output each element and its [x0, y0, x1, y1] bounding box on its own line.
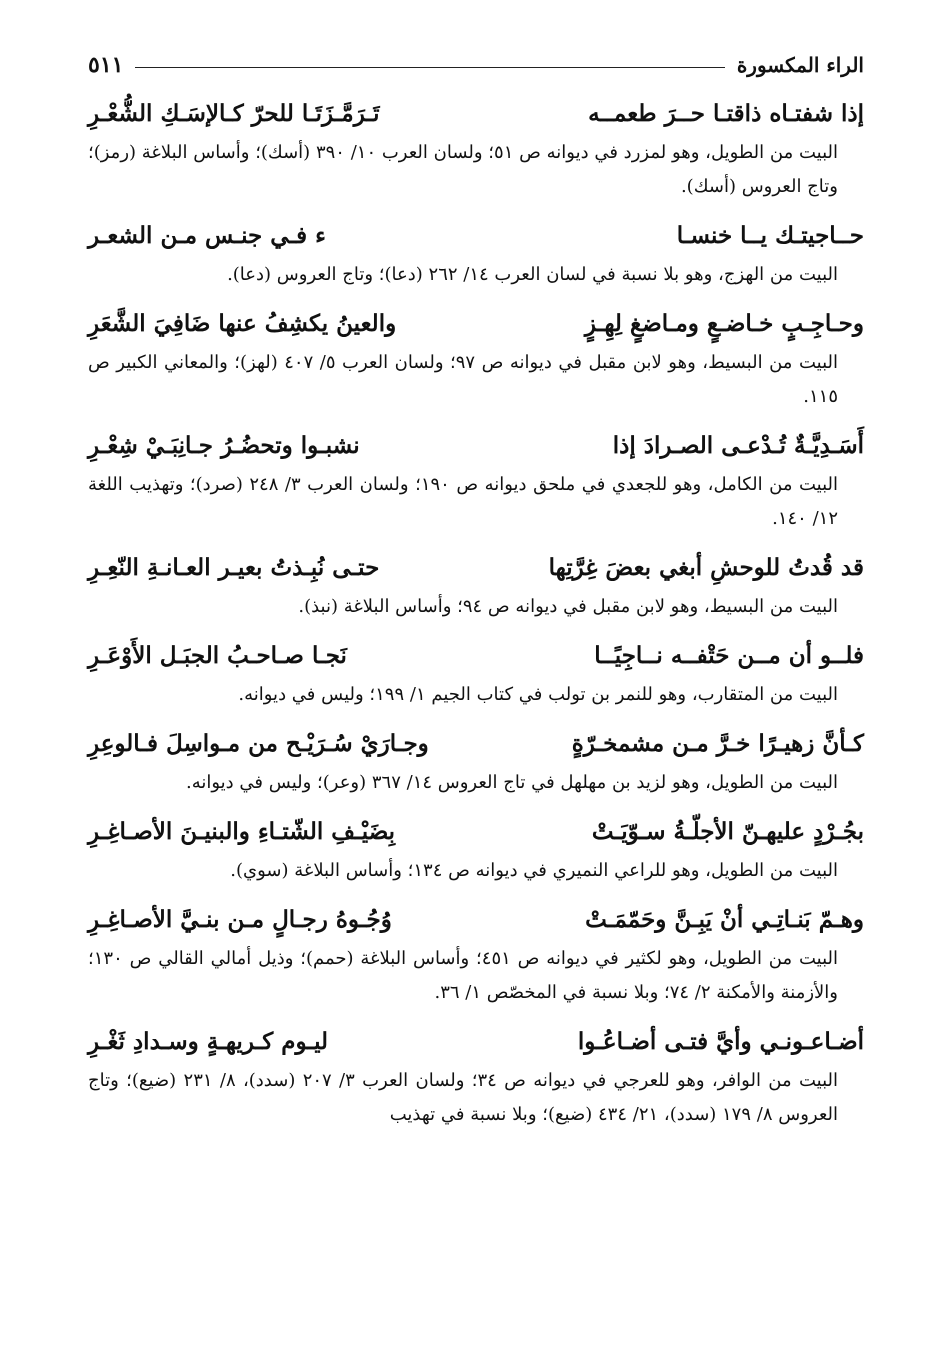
running-head [88, 48, 864, 82]
page-number: ٥١١ [88, 52, 124, 78]
verse-line [88, 424, 864, 468]
verse-entry [88, 214, 864, 292]
verse-entry [88, 722, 864, 800]
source-note: البيت من البسيط، وهو لابن مقبل في ديوانه ص ٩٤؛ وأساس البلاغة (نبذ). [298, 596, 838, 617]
verse-entry [88, 92, 864, 204]
verse-line [88, 810, 864, 854]
second-hemistich: وُجُـوهُ رجـالٍ مـن بنـيَّ الأصـاغِـرِ [88, 906, 392, 933]
first-hemistich: قد قُدتُ للوحشِ أبغي بعضَ غِرَّتِها [548, 554, 864, 581]
source-note: البيت من الوافر، وهو للعرجي في ديوانه ص ٣٤؛ ولسان العرب ٣/ ٢٠٧ (سدد)، ٨/ ٢٣١ (ضيع)؛ وتاج العروس ٨/ ١٧٩ (سدد)، ٢١/ ٤٣٤ (ضيع)؛ وبلا نسبة في تهذيب [88, 1070, 838, 1125]
header-rule [135, 67, 724, 68]
verse-entry [88, 898, 864, 1010]
source-note: البيت من البسيط، وهو لابن مقبل في ديوانه ص ٩٧؛ ولسان العرب ٥/ ٤٠٧ (لهز)؛ والمعاني الكبير ص ١١٥. [88, 352, 838, 407]
verse-entry [88, 1020, 864, 1132]
verse-entry [88, 810, 864, 888]
second-hemistich: تَـرَمَّـزَتَـا للحرّ كـالإسَـكِ الشُّعْـرِ [88, 100, 380, 127]
second-hemistich: حتـى نُبِـذتُ بعيـر العـانـةِ النّعِـرِ [88, 554, 380, 581]
verse-line [88, 214, 864, 258]
verse-entry [88, 546, 864, 624]
second-hemistich: وجـارَيْ سُـرَيْـح من مـواسِلَ فـالوعِرِ [88, 730, 429, 757]
first-hemistich: إذا شفتـاه ذاقتـا حــرَ طعمــه [588, 100, 864, 127]
first-hemistich: أضـاعـونـي وأيَّ فتـى أضـاعُـوا [577, 1028, 864, 1055]
first-hemistich: كـأنَّ زهيـرًا خـرَّ مـن مشمخـرّةٍ [571, 730, 864, 757]
source-note: البيت من الهزج، وهو بلا نسبة في لسان العرب ١٤/ ٢٦٢ (دعا)؛ وتاج العروس (دعا). [227, 264, 838, 285]
source-note: البيت من الطويل، وهو لكثير في ديوانه ص ٤٥١؛ وأساس البلاغة (حمم)؛ وذيل أمالي القالي ص ١٣٠؛ والأزمنة والأمكنة ٢/ ٧٤؛ وبلا نسبة في المخصّص ١/ ٣٦. [88, 948, 839, 1003]
second-hemistich: نَجـا صـاحـبُ الجبَـل الأَوْعَـرِ [88, 642, 347, 669]
source-note: البيت من الكامل، وهو للجعدي في ملحق ديوانه ص ١٩٠؛ ولسان العرب ٣/ ٢٤٨ (صرد)؛ وتهذيب اللغة ١٢/ ١٤٠. [88, 474, 838, 529]
chapter-title: الراء المكسورة [736, 53, 864, 77]
second-hemistich: ء فـي جنـس مـن الشعـر [88, 222, 326, 249]
second-hemistich: ليـوم كـريهـةٍ وسـدادِ ثَغْـرِ [88, 1028, 329, 1055]
second-hemistich: والعينُ يكشِفُ عنها ضَافِيَ الشَّعَرِ [88, 310, 397, 337]
source-note: البيت من الطويل، وهو لزيد بن مهلهل في تاج العروس ١٤/ ٣٦٧ (وعر)؛ وليس في ديوانه. [185, 772, 838, 793]
source-note: البيت من الطويل، وهو لمزرد في ديوانه ص ٥١؛ ولسان العرب ١٠/ ٣٩٠ (أسك)؛ وأساس البلاغة (رمز)؛ وتاج العروس (أسك). [88, 142, 839, 197]
first-hemistich: فلــو أن مــن حَتْفــه نــاجِيًــا [594, 642, 864, 669]
second-hemistich: نشبـوا وتحضُـرُ جـانِبَـيْ شِعْـرِ [88, 432, 360, 459]
source-note: البيت من المتقارب، وهو للنمر بن تولب في كتاب الجيم ١/ ١٩٩؛ وليس في ديوانه. [238, 684, 838, 705]
verse-line [88, 1020, 864, 1064]
first-hemistich: وهـمّ بَنـاتِـي أنْ يَبِـنَّ وحَمّمَـتْ [585, 906, 864, 933]
verse-entry [88, 424, 864, 536]
verse-entry [88, 634, 864, 712]
verse-line [88, 634, 864, 678]
first-hemistich: أَسَـدِيَّـةٌ تُـدْعـى الصـرادَ إذا [612, 432, 864, 459]
first-hemistich: بجُـرْدٍ عليهـنّ الأجلّـةُ سـوّيَـتْ [591, 818, 864, 845]
source-note: البيت من الطويل، وهو للراعي النميري في ديوانه ص ١٣٤؛ وأساس البلاغة (سوي). [230, 860, 838, 881]
verse-entry [88, 302, 864, 414]
verse-line [88, 302, 864, 346]
first-hemistich: حــاجيتـك يــا خنسـا [676, 222, 864, 249]
first-hemistich: وحـاجِـبٍ خـاضـعٍ ومـاضغٍ لِهِـزٍ [584, 310, 864, 337]
verse-line [88, 546, 864, 590]
verse-line [88, 92, 864, 136]
second-hemistich: بِضَيْـفِ الشّتـاءِ والبنيـنَ الأصـاغِـرِ [88, 818, 396, 845]
verse-line [88, 898, 864, 942]
verse-line [88, 722, 864, 766]
